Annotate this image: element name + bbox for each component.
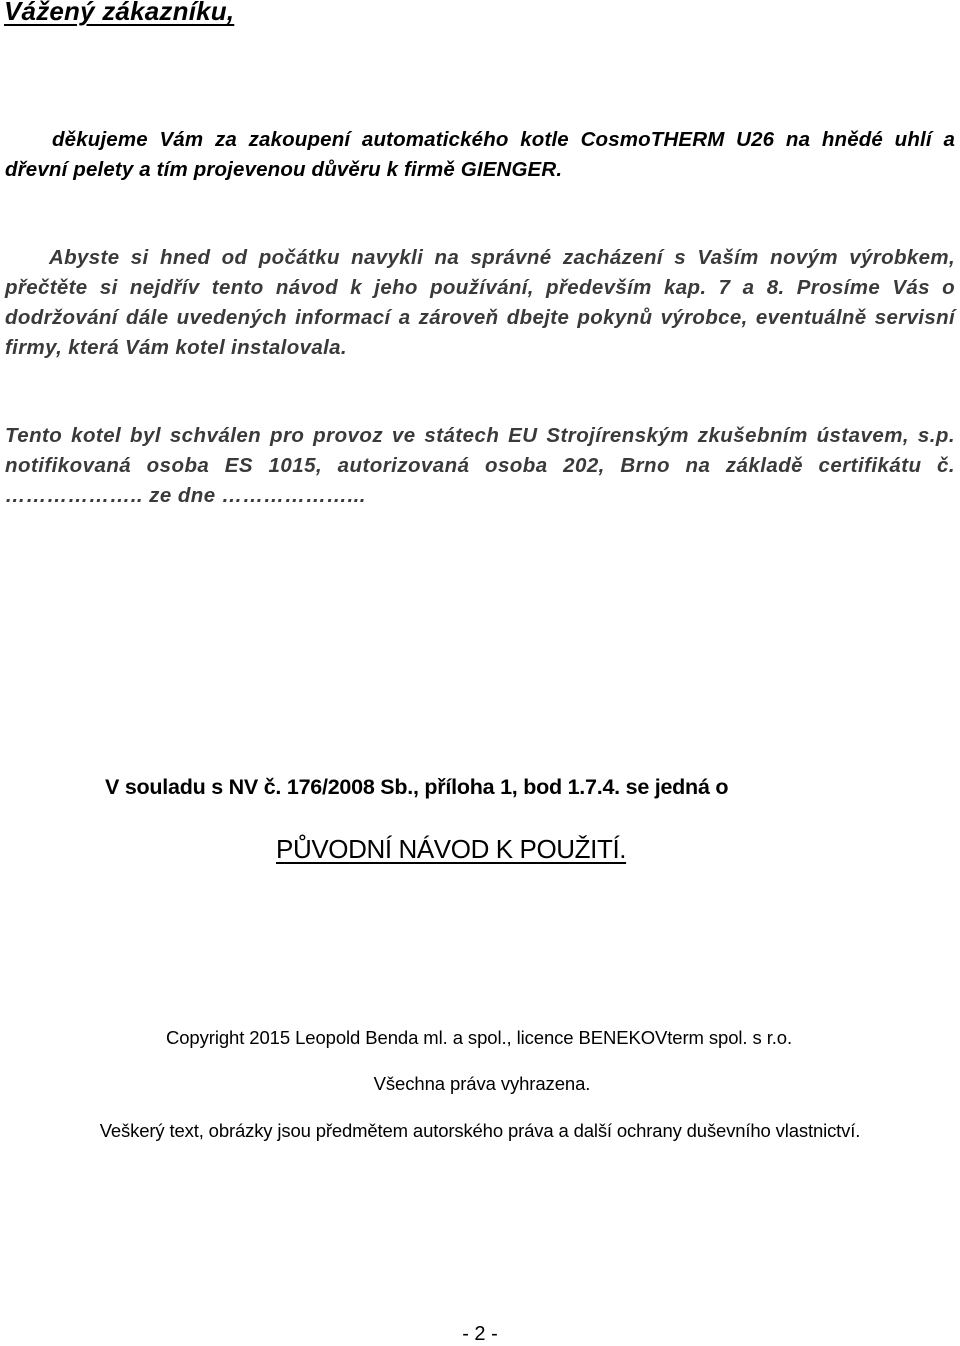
page-number: - 2 - <box>462 1323 498 1345</box>
rights-reserved-line: Všechna práva vyhrazena. <box>373 1073 591 1094</box>
thanks-paragraph: děkujeme Vám za zakoupení automatického kotle CosmoTHERM U26 na hnědé uhlí a dřevní pelety a tím projevenou důvěru k firmě GIENGER. <box>5 128 955 181</box>
certification-paragraph: Tento kotel byl schválen pro provoz ve státech EU Strojírenským zkušebním ústavem, s.p. notifikovaná osoba ES 1015, autorizovaná osoba 202, Brno na základě certifikátu č. ……………….. ze dne ………………... <box>5 424 955 507</box>
copyright-line: Copyright 2015 Leopold Benda ml. a spol., licence BENEKOVterm spol. s r.o. <box>165 1027 793 1048</box>
intellectual-property-line: Veškerý text, obrázky jsou předmětem autorského práva a další ochrany duševního vlastnictví. <box>99 1120 861 1141</box>
original-manual-title: PŮVODNÍ NÁVOD K POUŽITÍ. <box>276 834 627 864</box>
regulation-notice: V souladu s NV č. 176/2008 Sb., příloha 1, bod 1.7.4. se jedná o <box>105 775 729 799</box>
instructions-paragraph: Abyste si hned od počátku navykli na správné zacházení s Vaším novým výrobkem, přečtěte si nejdřív tento návod k jeho používání, především kap. 7 a 8. Prosíme Vás o dodržování dále uvedených informací a zároveň dbejte pokynů výrobce, eventuálně servisní firmy, která Vám kotel instalovala. <box>5 246 955 359</box>
greeting-heading: Vážený zákazníku, <box>4 0 235 26</box>
